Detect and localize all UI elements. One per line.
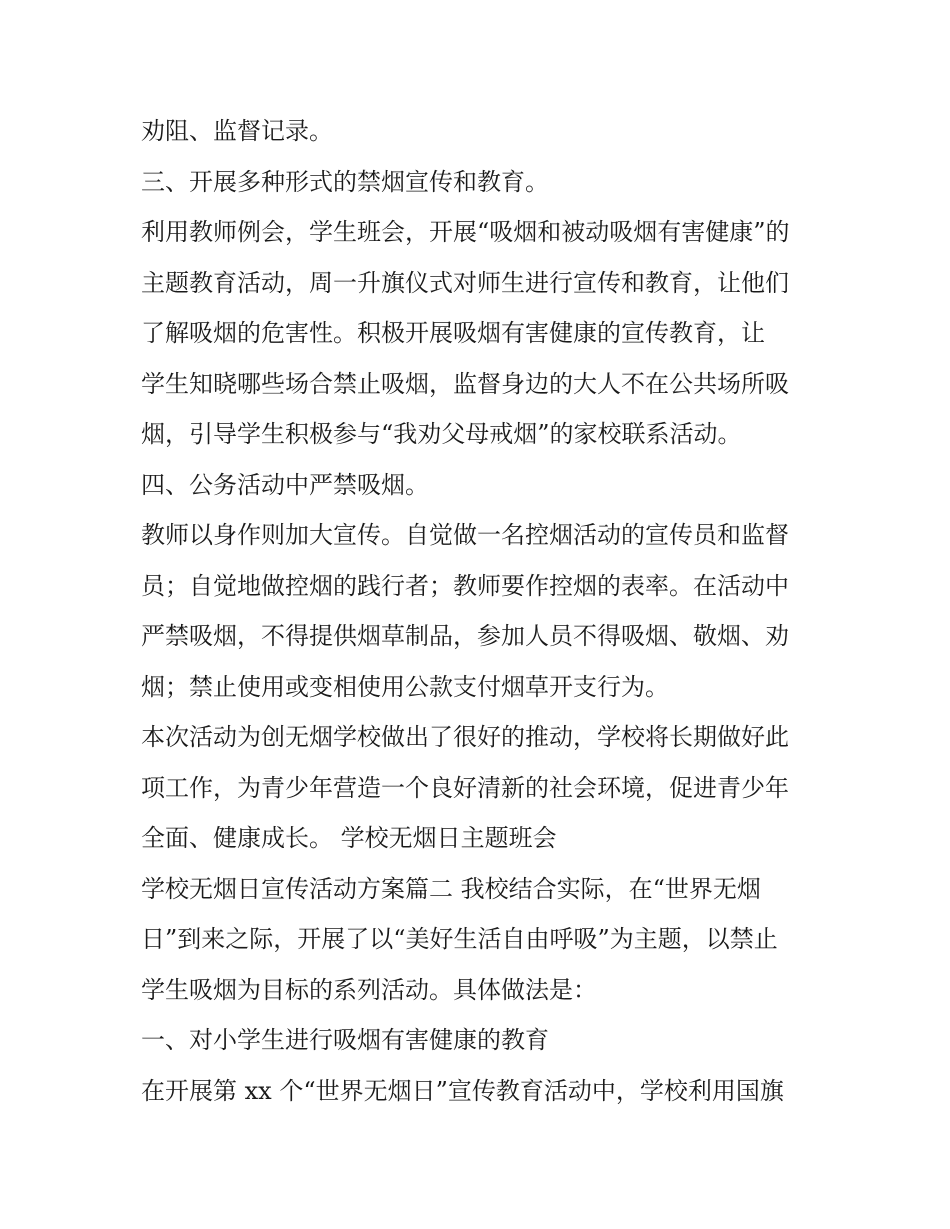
text-line: 学校无烟日宣传活动方案篇二 我校结合实际，在“世界无烟 bbox=[141, 874, 761, 903]
text-line: 烟，引导学生积极参与“我劝父母戒烟”的家校联系活动。 bbox=[141, 420, 742, 448]
text-line: 员；自觉地做控烟的践行者；教师要作控烟的表率。在活动中 bbox=[141, 571, 789, 600]
section-heading: 四、公务活动中严禁吸烟。 bbox=[141, 470, 429, 499]
text-line: 本次活动为创无烟学校做出了很好的推动，学校将长期做好此 bbox=[141, 723, 789, 751]
text-line: 严禁吸烟，不得提供烟草制品，参加人员不得吸烟、敬烟、劝 bbox=[141, 622, 789, 650]
text-line: 教师以身作则加大宣传。自觉做一名控烟活动的宣传员和监督 bbox=[141, 521, 789, 549]
section-heading: 三、开展多种形式的禁烟宣传和教育。 bbox=[141, 167, 549, 196]
text-line: 烟；禁止使用或变相使用公款支付烟草开支行为。 bbox=[141, 672, 669, 701]
text-line: 在开展第 xx 个“世界无烟日”宣传教育活动中，学校利用国旗 bbox=[141, 1076, 784, 1105]
text-line: 学生知晓哪些场合禁止吸烟，监督身边的大人不在公共场所吸 bbox=[141, 369, 789, 398]
text-line: 主题教育活动，周一升旗仪式对师生进行宣传和教育，让他们 bbox=[141, 268, 789, 297]
text-line: 了解吸烟的危害性。积极开展吸烟有害健康的宣传教育，让 bbox=[141, 319, 765, 347]
text-line: 项工作，为青少年营造一个良好清新的社会环境，促进青少年 bbox=[141, 773, 789, 802]
text-line: 学生吸烟为目标的系列活动。具体做法是： bbox=[141, 975, 597, 1004]
text-line: 日”到来之际，开展了以“美好生活自由呼吸”为主题，以禁止 bbox=[141, 925, 778, 953]
section-heading: 一、对小学生进行吸烟有害健康的教育 bbox=[141, 1026, 549, 1054]
text-line: 劝阻、监督记录。 bbox=[141, 117, 333, 145]
text-line: 全面、健康成长。 学校无烟日主题班会 bbox=[141, 824, 557, 852]
text-line: 利用教师例会，学生班会，开展“吸烟和被动吸烟有害健康”的 bbox=[141, 218, 790, 246]
document-body bbox=[141, 106, 821, 1116]
